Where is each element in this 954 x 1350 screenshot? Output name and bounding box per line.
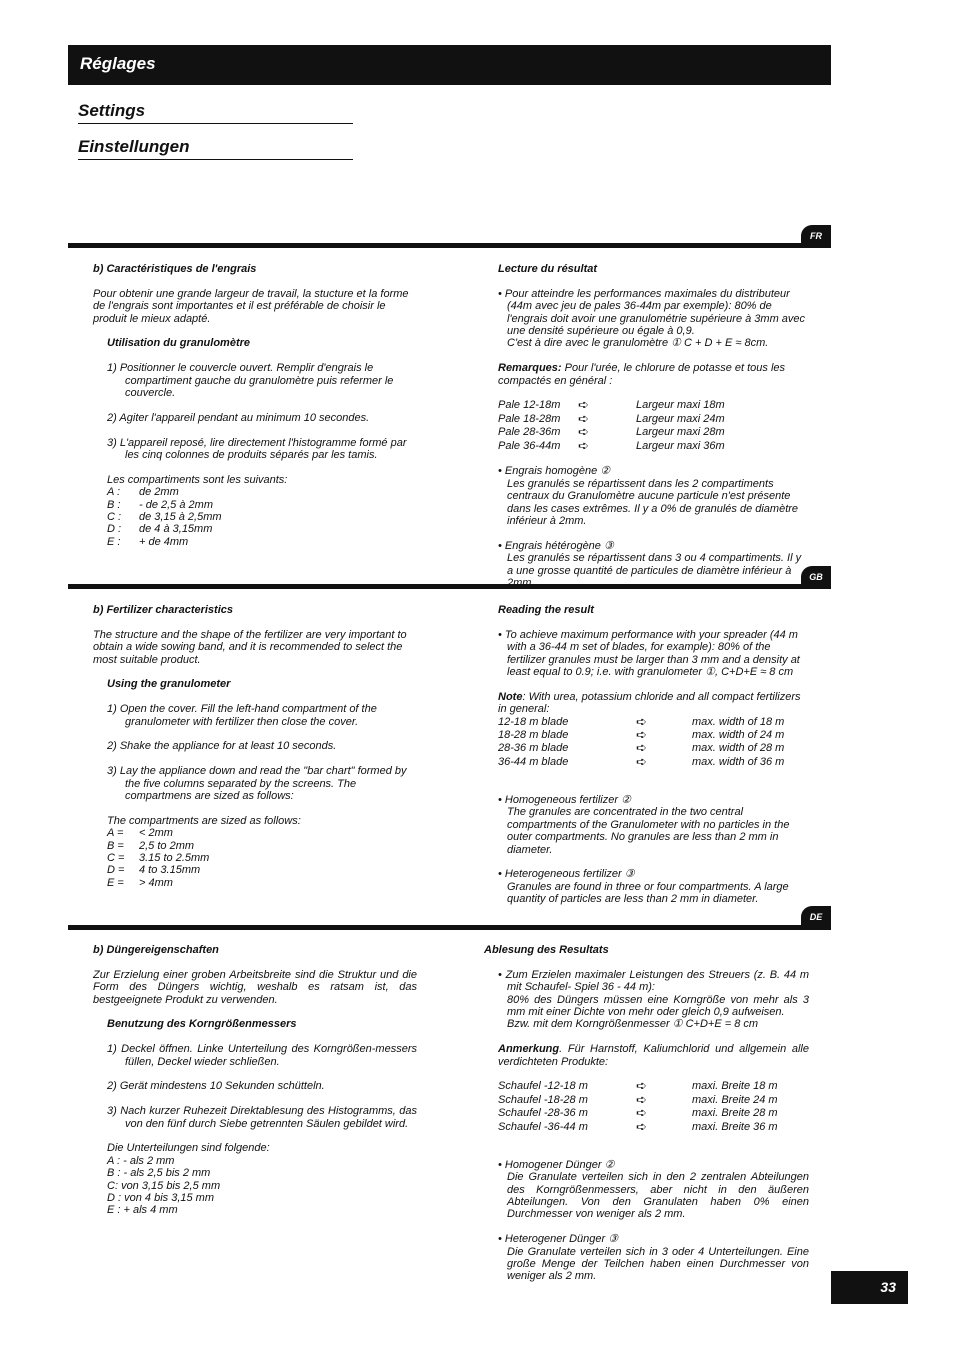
- de-bullet-2: Die Granulate verteilen sich in den 2 zentralen Abteilungen des Korngrößenmessers, aber nicht in den äußeren Abteilungen. Von den Granulaten haben 0% einen Durchmesser von weniger als 2 mm.: [507, 1171, 809, 1221]
- gb-heading: b) Fertilizer characteristics: [93, 604, 234, 616]
- arrow-icon: ➪: [636, 713, 647, 729]
- gb-left-column: [93, 604, 419, 889]
- table-row: Pale 12-18m ➪ Largeur maxi 18m: [498, 397, 725, 413]
- de-step-3: 3) Nach kurzer Ruhezeit Direktablesung des Histogramms, das von den fünf durch Siebe getrennten Säulen gebildet wird.: [107, 1105, 417, 1130]
- de-bullet-3-title: • Heterogener Dünger ③: [498, 1233, 619, 1246]
- tab-gb: GB: [801, 566, 831, 588]
- table-row: Schaufel -28-36 m ➪ maxi. Breite 28 m: [498, 1105, 778, 1121]
- de-note: Anmerkung. Für Harnstoff, Kaliumchlorid und allgemein alle verdichteten Produkte:: [498, 1043, 809, 1068]
- list-item: C = 3.15 to 2.5mm: [107, 852, 210, 865]
- table-row: Pale 36-44m ➪ Largeur maxi 36m: [498, 437, 725, 453]
- de-bullet-2-title: • Homogener Dünger ②: [498, 1158, 615, 1171]
- fr-bullet-1-end: C'est à dire avec le granulomètre ① C + D + E ≈ 8cm.: [507, 337, 769, 350]
- table-row: Pale 28-36m ➪ Largeur maxi 28m: [498, 424, 725, 440]
- fr-bullet-2-title: • Engrais homogène ②: [498, 465, 611, 478]
- gb-subheading: Using the granulometer: [107, 678, 231, 691]
- fr-step-1: 1) Positionner le couvercle ouvert. Remplir d'engrais le compartiment gauche du granulomètre puis refermer le couvercle.: [107, 362, 394, 400]
- list-item: B : - de 2,5 à 2mm: [107, 498, 213, 511]
- gb-bullet-2-title: • Homogeneous fertilizer ②: [498, 794, 631, 807]
- fr-heading: b) Caractéristiques de l'engrais: [93, 263, 257, 275]
- arrow-icon: ➪: [636, 1105, 647, 1121]
- gb-bullet-3: Granules are found in three or four compartments. A large quantity of particles are less than 2 mm in diameter.: [507, 880, 789, 906]
- de-subheading: Benutzung des Korngrößenmessers: [107, 1018, 297, 1031]
- gb-intro: The structure and the shape of the fertilizer are very important to obtain a wide sowing band, and it is recommended to select the most suitable product.: [93, 628, 407, 666]
- table-row: 28-36 m blade ➪ max. width of 28 m: [498, 740, 785, 756]
- fr-bullet-3-title: • Engrais hétérogène ③: [498, 539, 614, 552]
- list-item: E : + de 4mm: [107, 535, 189, 548]
- section-rule-fr: [68, 243, 831, 248]
- subtitle-einstellungen: Einstellungen: [78, 137, 353, 160]
- de-bullet-1: • Zum Erzielen maximaler Leistungen des Streuers (z. B. 44 m mit Schaufel- Spiel 36 - 44 m):: [498, 968, 809, 994]
- gb-bullet-2: The granules are concentrated in the two central compartments of the Granulometer with no particles in the outer compartments. No granules are less than 2 mm in diameter.: [507, 806, 790, 856]
- section-rule-gb: [68, 584, 831, 589]
- fr-bullet-3: Les granulés se répartissent dans 3 ou 4 compartiments. Il y a une grosse quantité de particules de diamètre inférieur à: [507, 552, 802, 577]
- list-item: D : de 4 à 3,15mm: [107, 523, 213, 536]
- subtitle-settings: Settings: [78, 101, 353, 124]
- arrow-icon: ➪: [578, 397, 589, 413]
- table-row: Schaufel -36-44 m ➪ maxi. Breite 36 m: [498, 1118, 778, 1134]
- table-row: 18-28 m blade ➪ max. width of 24 m: [498, 727, 785, 743]
- list-item: E : + als 4 mm: [107, 1204, 178, 1217]
- fr-bullet-1: • Pour atteindre les performances maximales du distributeur (44m avec jeu de pales 36-44m par exemple): 80% de l'engrais doit avoir une granulométrie supérieure à 3mm avec une densité supérieure ou égale à 0,9.: [498, 287, 806, 338]
- list-item: E = > 4mm: [107, 876, 173, 889]
- de-step-1: 1) Deckel öffnen. Linke Unterteilung des Korngrößen-messers füllen, Deckel wieder schließen.: [107, 1043, 417, 1068]
- page-title: Réglages: [80, 54, 156, 73]
- de-heading: b) Düngereigenschaften: [93, 944, 219, 956]
- gb-step-1: 1) Open the cover. Fill the left-hand compartment of the granulometer with fertilizer then close the cover.: [107, 703, 377, 728]
- table-row: Schaufel -12-18 m ➪ maxi. Breite 18 m: [498, 1078, 778, 1094]
- list-item: A : de 2mm: [107, 486, 179, 499]
- fr-remarks: Remarques: Pour l'urée, le chlorure de potasse et tous les compactés en général :: [498, 362, 786, 387]
- list-item: D = 4 to 3.15mm: [107, 864, 201, 877]
- arrow-icon: ➪: [578, 437, 589, 453]
- tab-fr: FR: [801, 225, 831, 247]
- gb-bullet-3-title: • Heterogeneous fertilizer ③: [498, 868, 635, 881]
- arrow-icon: ➪: [636, 727, 647, 743]
- fr-left-column: [93, 263, 417, 548]
- de-comp-intro: Die Unterteilungen sind folgende:: [107, 1142, 270, 1155]
- fr-subheading: Utilisation du granulomètre: [107, 337, 251, 350]
- page-number: 33: [831, 1271, 908, 1304]
- fr-bullet-2: Les granulés se répartissent dans les 2 compartiments centraux du Granulomètre aucune particule n'est présente dans les cases extrêmes. Il y a 0% de granulés de diamètre inférieur à 2mm.: [507, 477, 799, 528]
- list-item: B : - als 2,5 bis 2 mm: [107, 1167, 211, 1180]
- de-bullet-1b: 80% des Düngers müssen eine Korngröße von mehr als 3 mm mit einer Dichte von mehr oder gleich 0,9 aufweisen.: [507, 993, 809, 1019]
- arrow-icon: ➪: [636, 1078, 647, 1094]
- de-result-heading: Ablesung des Resultats: [484, 944, 609, 956]
- section-rule-de: [68, 925, 831, 930]
- list-item: A : - als 2 mm: [107, 1154, 175, 1167]
- arrow-icon: ➪: [636, 1118, 647, 1134]
- de-bullet-3: Die Granulate verteilen sich in 3 oder 4 Unterteilungen. Eine große Menge der Teilchen haben einen Durchmesser von weniger als 2 mm.: [507, 1245, 809, 1283]
- fr-result-heading: Lecture du résultat: [498, 263, 598, 275]
- gb-step-3: 3) Lay the appliance down and read the "bar chart" formed by the five columns separated by the screens. The compartmens are sized as follows:: [107, 765, 407, 803]
- de-bullet-1-end: Bzw. mit dem Korngrößenmesser ① C+D+E = 8 cm: [507, 1018, 759, 1031]
- de-step-2: 2) Gerät mindestens 10 Sekunden schütteln.: [107, 1080, 325, 1093]
- table-row: 12-18 m blade ➪ max. width of 18 m: [498, 713, 785, 729]
- title-bar: [68, 45, 831, 85]
- table-row: 36-44 m blade ➪ max. width of 36 m: [498, 753, 785, 769]
- list-item: B = 2,5 to 2mm: [107, 839, 195, 852]
- arrow-icon: ➪: [636, 740, 647, 756]
- gb-comp-intro: The compartments are sized as follows:: [107, 814, 301, 827]
- table-row: Pale 18-28m ➪ Largeur maxi 24m: [498, 410, 725, 426]
- fr-step-2: 2) Agiter l'appareil pendant au minimum 10 secondes.: [107, 411, 370, 424]
- list-item: A = < 2mm: [107, 827, 173, 840]
- gb-right-column: [498, 604, 801, 906]
- arrow-icon: ➪: [578, 410, 589, 426]
- gb-result-heading: Reading the result: [498, 604, 594, 616]
- arrow-icon: ➪: [578, 424, 589, 440]
- gb-step-2: 2) Shake the appliance for at least 10 seconds.: [107, 740, 337, 753]
- gb-bullet-1: • To achieve maximum performance with your spreader (44 m with a 36-44 m set of blades, for example): 80% of the fertilizer granules must be larger than 3 mm and a density at least equal to 0.9; i.e. with granulometer ①, C+D+E ≈ 8 cm: [498, 628, 800, 679]
- de-right-column: [484, 944, 809, 1283]
- fr-intro: Pour obtenir une grande largeur de travail, la stucture et la forme de l'engrais sont importantes et il est préférable de choisir le produit le mieux adapté.: [93, 287, 409, 325]
- list-item: C : de 3,15 à 2,5mm: [107, 511, 222, 524]
- tab-de: DE: [801, 906, 831, 928]
- gb-note: Note: With urea, potassium chloride and all compact fertilizers in general:: [498, 690, 801, 716]
- table-row: Schaufel -18-28 m ➪ maxi. Breite 24 m: [498, 1091, 778, 1107]
- list-item: C: von 3,15 bis 2,5 mm: [107, 1179, 221, 1192]
- fr-step-3: 3) L'appareil reposé, lire directement l'histogramme formé par les cinq colonnes de produits séparés par les tamis.: [107, 436, 407, 462]
- list-item: D : von 4 bis 3,15 mm: [107, 1192, 214, 1205]
- arrow-icon: ➪: [636, 753, 647, 769]
- fr-comp-intro: Les compartiments sont les suivants:: [107, 473, 288, 486]
- de-intro: Zur Erzielung einer groben Arbeitsbreite sind die Struktur und die Form des Düngers wichtig, weshalb es ratsam ist, das bestgeeignete Produkt zu verwenden.: [93, 968, 417, 1006]
- de-left-column: [93, 944, 417, 1217]
- arrow-icon: ➪: [636, 1091, 647, 1107]
- fr-right-column: [498, 263, 808, 589]
